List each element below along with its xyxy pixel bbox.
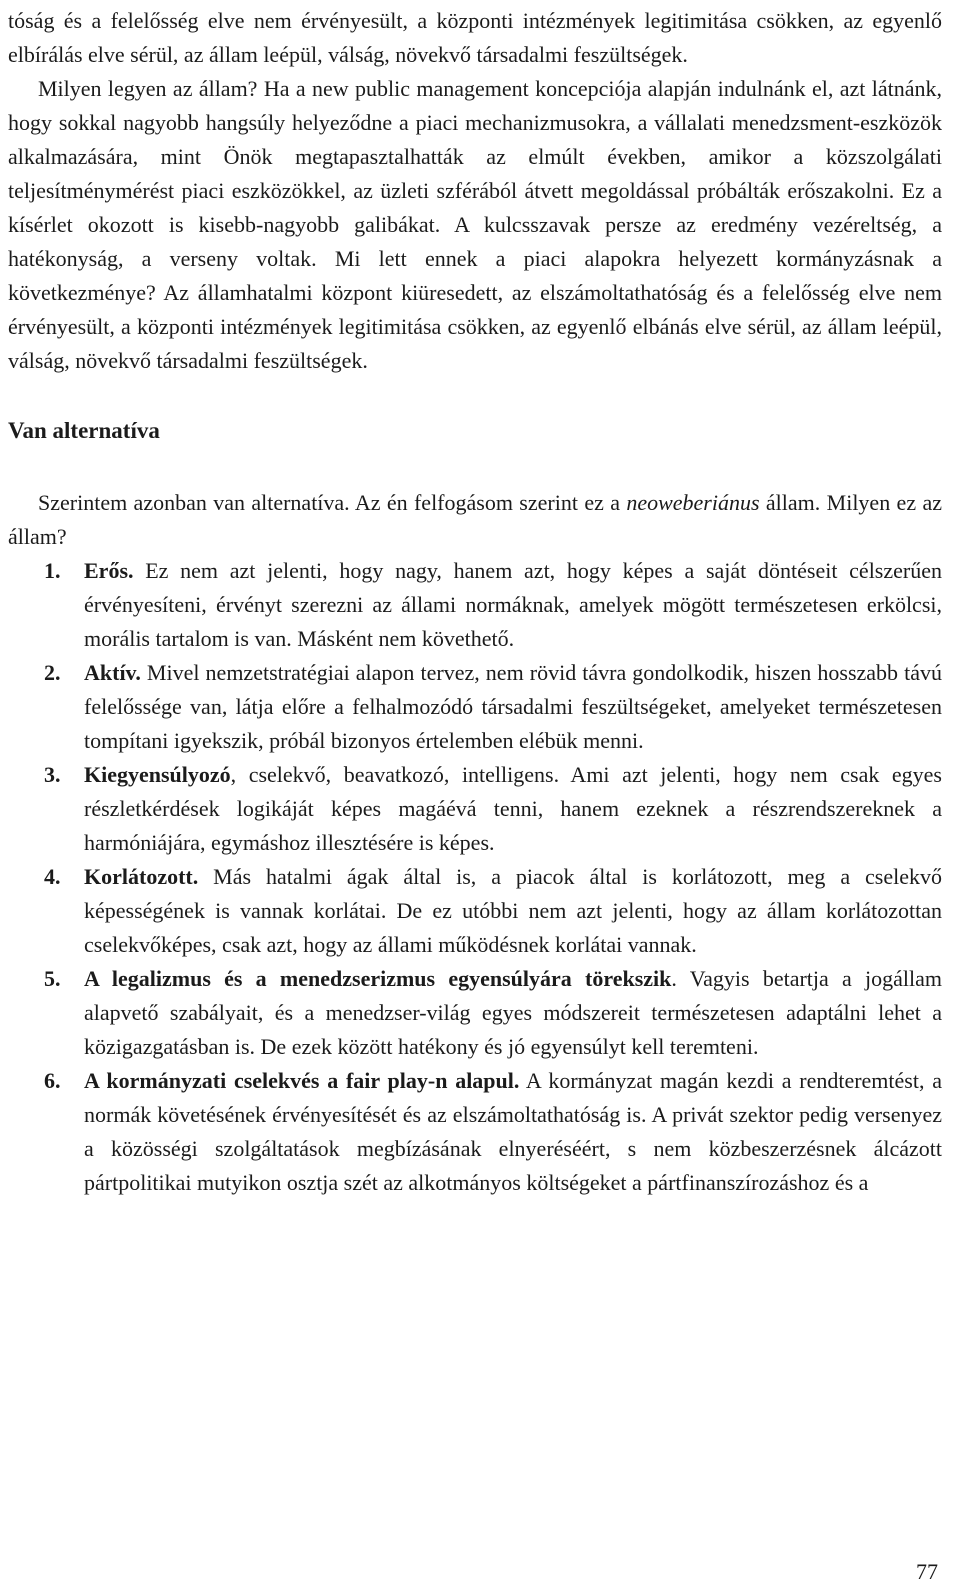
list-text: Mivel nemzetstratégiai alapon tervez, nem rövid távra gondolkodik, hiszen hosszabb távú felelőssége van, látja előre a felhalmozódó társadalmi feszültségeket, amelyeket természetesen tompítani igyekszik, próbál bizonyos értelemben elébük menni. bbox=[84, 660, 942, 753]
list-lead: Aktív. bbox=[84, 660, 141, 685]
list-lead: A legalizmus és a menedzserizmus egyensúlyára törekszik bbox=[84, 966, 672, 991]
intro-italic-term: neoweberiánus bbox=[626, 490, 760, 515]
list-number: 6. bbox=[44, 1068, 61, 1093]
list-item bbox=[8, 962, 942, 1064]
paragraph-continued: tóság és a felelősség elve nem érvényesült, a központi intézmények legitimitása csökken, az egyenlő elbírálás elve sérül, az állam leépül, válság, növekvő társadalmi feszültségek. bbox=[8, 8, 942, 67]
list-number: 1. bbox=[44, 558, 61, 583]
list-number: 4. bbox=[44, 864, 61, 889]
paragraph-state: Milyen legyen az állam? Ha a new public management koncepciója alapján indulnánk el, azt látnánk, hogy sokkal nagyobb hangsúly helyeződne a piaci mechanizmusokra, a vállalati menedzsment-eszközök alkalmazására, mint Önök megtapasztalhatták az elmúlt években, amikor a közszolgálati teljesítménymérést piaci eszközökkel, az üzleti szférából átvett megoldással próbálták erőszakolni. Ez a kísérlet okozott is kisebb-nagyobb galibákat. A kulcsszavak persze az eredmény vezéreltség, a hatékonyság, a verseny voltak. Mi lett ennek a piaci alapokra helyezett kormányzásnak a következménye? Az államhatalmi központ kiüresedett, az elszámoltathatóság és a felelősség elve nem érvényesült, a központi intézmények legitimitása csökken, az egyenlő elbánás elve sérül, az állam leépül, válság, növekvő társadalmi feszültségek. bbox=[8, 76, 942, 373]
list-lead: A kormányzati cselekvés a fair play-n alapul. bbox=[84, 1068, 520, 1093]
intro-text: Szerintem azonban van alternatíva. Az én felfogásom szerint ez a bbox=[38, 490, 627, 515]
list-item bbox=[8, 554, 942, 656]
list-text: , cselekvő, beavatkozó, intelligens. Ami azt jelenti, hogy nem csak egyes részletkérdések logikáját képes magáévá tenni, hanem ezeknek a részrendszereknek a harmóniájára, egymáshoz illesztésére is képes. bbox=[84, 762, 942, 855]
body-text bbox=[8, 4, 942, 1200]
list-lead: Kiegyensúlyozó bbox=[84, 762, 231, 787]
list-lead: Erős. bbox=[84, 558, 134, 583]
list-number: 2. bbox=[44, 660, 61, 685]
page-number: 77 bbox=[916, 1559, 938, 1584]
list-text: . Vagyis betartja a jogállam alapvető szabályait, és a menedzser-világ egyes módszereit természetesen adaptálni lehet a közigazgatásban is. De ezek között hatékony és jó egyensúlyt kell teremteni. bbox=[84, 966, 942, 1059]
intro-text-end: állam. Milyen ez az állam? bbox=[8, 490, 942, 549]
section-intro bbox=[8, 486, 942, 554]
list-number: 5. bbox=[44, 966, 61, 991]
numbered-list bbox=[8, 554, 942, 1200]
list-text: Más hatalmi ágak által is, a piacok által is korlátozott, meg a cselekvő képességének is vannak korlátai. De ez utóbbi nem azt jelenti, hogy az állam korlátozottan cselekvőképes, csak azt, hogy az állami működésnek korlátai vannak. bbox=[84, 864, 942, 957]
list-item bbox=[8, 656, 942, 758]
list-lead: Korlátozott. bbox=[84, 864, 199, 889]
list-item bbox=[8, 758, 942, 860]
list-text: Ez nem azt jelenti, hogy nagy, hanem azt, hogy képes a saját döntéseit célszerűen érvényesíteni, érvényt szerezni az állami normáknak, amelyek mögött természetesen erkölcsi, morális tartalom is van. Másként nem követhető. bbox=[84, 558, 942, 651]
list-number: 3. bbox=[44, 762, 61, 787]
list-text: A kormányzat magán kezdi a rendteremtést, a normák követésének érvényesítését és az elszámoltathatóság is. A privát szektor pedig versenyez a közösségi szolgáltatások megbízásának elnyeréséért, s nem közbeszerzésnek álcázott pártpolitikai mutyikon osztja szét az alkotmányos költségeket a pártfinanszírozáshoz és a bbox=[84, 1068, 942, 1195]
section-heading: Van alternatíva bbox=[8, 418, 160, 443]
list-item bbox=[8, 1064, 942, 1200]
list-item bbox=[8, 860, 942, 962]
